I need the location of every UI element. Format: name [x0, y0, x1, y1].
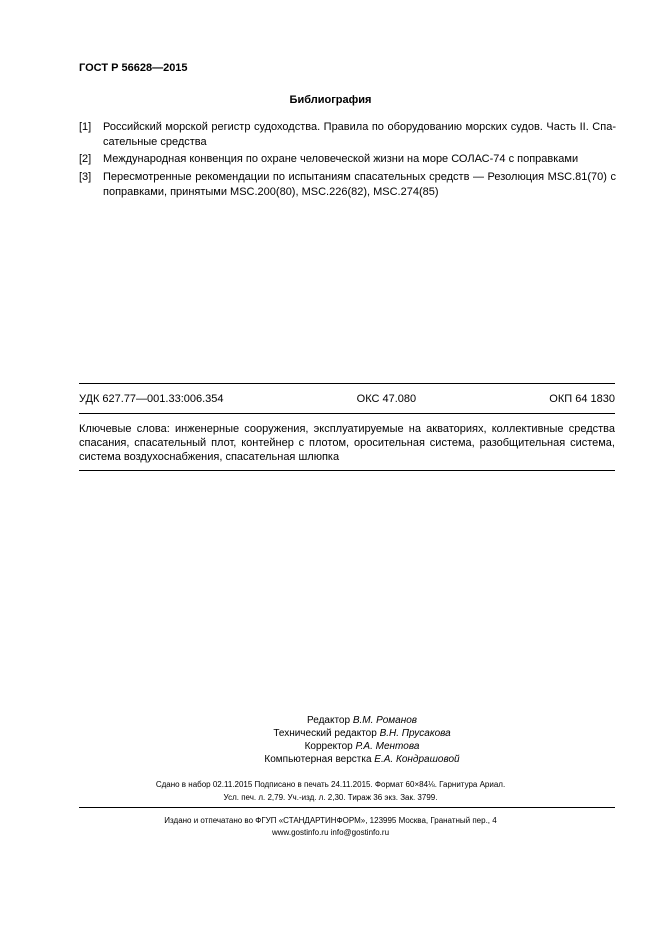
bibliography-item-text: Международная конвенция по охране человеческой жизни на море СОЛАС-74 с поправками: [103, 153, 579, 165]
credit-line: [200, 727, 524, 740]
bibliography-item: [79, 170, 616, 200]
credit-line: [200, 753, 524, 766]
credit-role: Компьютерная верстка: [264, 754, 372, 765]
document-header: ГОСТ Р 56628—2015: [79, 62, 188, 74]
publisher-contacts: www.gostinfo.ru info@gostinfo.ru: [271, 828, 390, 837]
divider: [79, 470, 615, 471]
udk-code: УДК 627.77—001.33:006.354: [79, 393, 224, 405]
divider: [79, 383, 615, 384]
bibliography-item: [79, 152, 616, 167]
bibliography-item: [79, 120, 616, 150]
publisher-block: [0, 815, 661, 839]
credit-role: Корректор: [304, 741, 353, 752]
okp-code: ОКП 64 1830: [549, 393, 615, 405]
divider: [79, 807, 615, 808]
credit-role: Редактор: [307, 715, 351, 726]
keywords: Ключевые слова: инженерные сооружения, эксплуатируемые на акваториях, коллективные средства спасания, спасательный плот, контейнер с плотом, оросительная система, разобщительная система, система воздухоснабжения, спасательная шлюпка: [79, 423, 615, 463]
oks-code: ОКС 47.080: [356, 393, 417, 405]
credit-name: В.М. Романов: [352, 715, 417, 726]
imprint-block: [0, 778, 661, 804]
divider: [79, 413, 615, 414]
credit-name: Е.А. Кондрашовой: [374, 754, 460, 765]
credit-line: [200, 714, 524, 727]
publisher-line: Издано и отпечатано во ФГУП «СТАНДАРТИНФОРМ», 123995 Москва, Гранатный пер., 4: [164, 816, 497, 825]
bibliography-item-number: [1]: [79, 121, 92, 133]
bibliography-item-text: Пересмотренные рекомендации по испытаниям спасательных средств — Резолюция MSC.81(70) с поправками, принятыми MSC.200(80), MSC.226(82), MSC.274(85): [103, 171, 616, 198]
credit-name: Р.А. Ментова: [355, 741, 420, 752]
imprint-line: Сдано в набор 02.11.2015 Подписано в печать 24.11.2015. Формат 60×84⅛. Гарнитура Ариал.: [155, 780, 506, 789]
credit-name: В.Н. Прусакова: [379, 728, 451, 739]
imprint-line: Усл. печ. л. 2,79. Уч.-изд. л. 2,30. Тираж 36 экз. Зак. 3799.: [223, 793, 438, 802]
bibliography-title: Библиография: [289, 94, 372, 106]
classification-row: [79, 393, 615, 405]
bibliography-item-number: [3]: [79, 171, 92, 183]
credits-block: [200, 714, 524, 766]
bibliography-item-number: [2]: [79, 153, 92, 165]
credit-role: Технический редактор: [273, 728, 377, 739]
bibliography-item-text: Российский морской регистр судоходства. Правила по оборудованию морских судов. Часть II. Спа-сательные средства: [103, 121, 616, 148]
credit-line: [200, 740, 524, 753]
